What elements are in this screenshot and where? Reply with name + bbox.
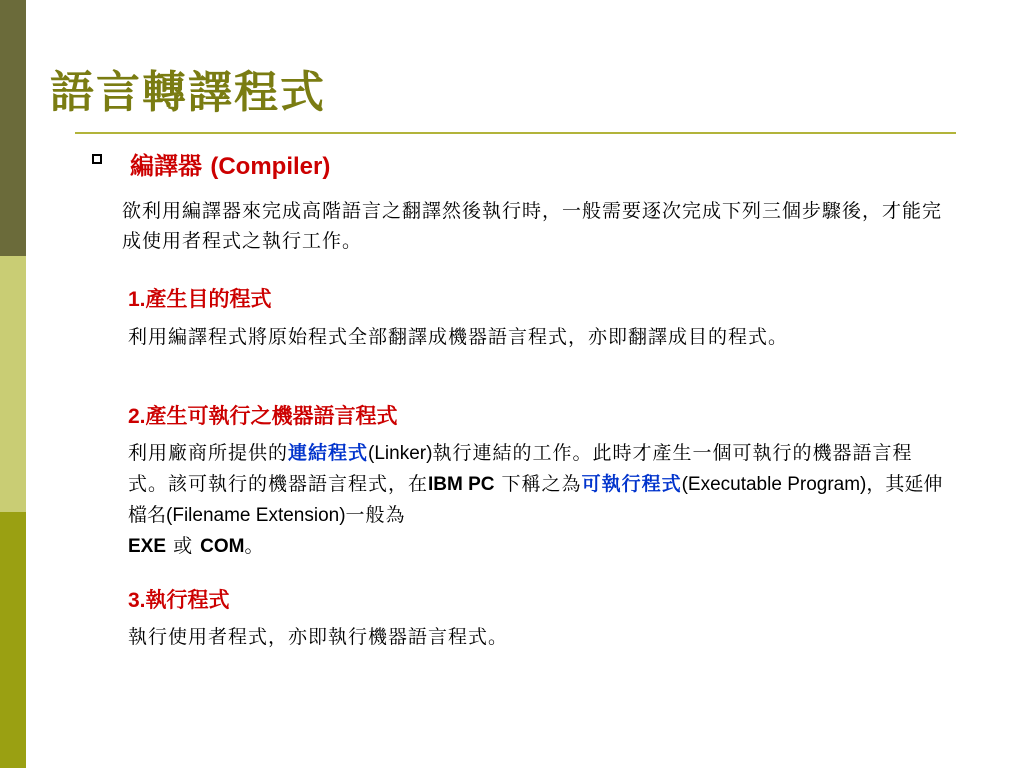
executable-term-en: (Executable Program)，其延伸檔名 — [128, 474, 943, 526]
step-1-heading — [128, 283, 272, 313]
intro-paragraph: 欲利用編譯器來完成高階語言之翻譯然後執行時，一般需要逐次完成下列三個步驟後，才能完成使用者程式之執行工作。 — [122, 200, 943, 252]
step-3-heading — [128, 584, 230, 614]
step-3-text: 執行使用者程式，亦即執行機器語言程式。 — [128, 626, 509, 648]
step-3-number: 3. — [128, 589, 146, 612]
step-2-text-part: 或 — [166, 535, 201, 557]
ibm-pc-term: IBM PC — [428, 474, 495, 495]
step-1-number: 1. — [128, 288, 146, 311]
filename-extension-en: (Filename Extension) — [166, 505, 346, 526]
bullet-heading — [130, 146, 330, 181]
com-term: COM — [200, 536, 245, 557]
step-2-text-part: 利用廠商所提供的 — [128, 442, 289, 464]
step-2-text-part: 一般為 — [345, 504, 406, 526]
step-1-title: 產生目的程式 — [145, 287, 272, 311]
exe-term: EXE — [128, 536, 167, 557]
step-1-text: 利用編譯程式將原始程式全部翻譯成機器語言程式，亦即翻譯成目的程式。 — [128, 326, 789, 348]
linker-term-en: (Linker) — [368, 443, 433, 464]
step-3-title: 執行程式 — [145, 588, 230, 612]
step-2-text — [128, 438, 943, 562]
slide-title: 語言轉譯程式 — [50, 67, 326, 118]
side-accent-bar — [0, 0, 26, 768]
side-accent-segment-olive — [0, 512, 26, 768]
linker-term: 連結程式 — [288, 442, 369, 464]
executable-term: 可執行程式 — [581, 473, 682, 495]
step-2-number: 2. — [128, 405, 146, 428]
bullet-heading-en: (Compiler) — [210, 153, 331, 180]
hollow-square-bullet-icon — [92, 154, 102, 164]
step-2-text-part: 執行連結的工作。此時才產生一個可執行的機器語言程式。該可執行的機器語言程式，在 — [128, 442, 913, 495]
step-2-title: 產生可執行之機器語言程式 — [145, 404, 398, 428]
bullet-heading-zh: 編譯器 — [130, 152, 202, 180]
step-2-text-part: 下稱之為 — [494, 473, 582, 495]
side-accent-segment-dark — [0, 0, 26, 256]
title-divider — [75, 132, 956, 134]
step-2-text-part: 。 — [244, 535, 265, 557]
step-2-heading — [128, 400, 398, 430]
side-accent-segment-light — [0, 256, 26, 512]
